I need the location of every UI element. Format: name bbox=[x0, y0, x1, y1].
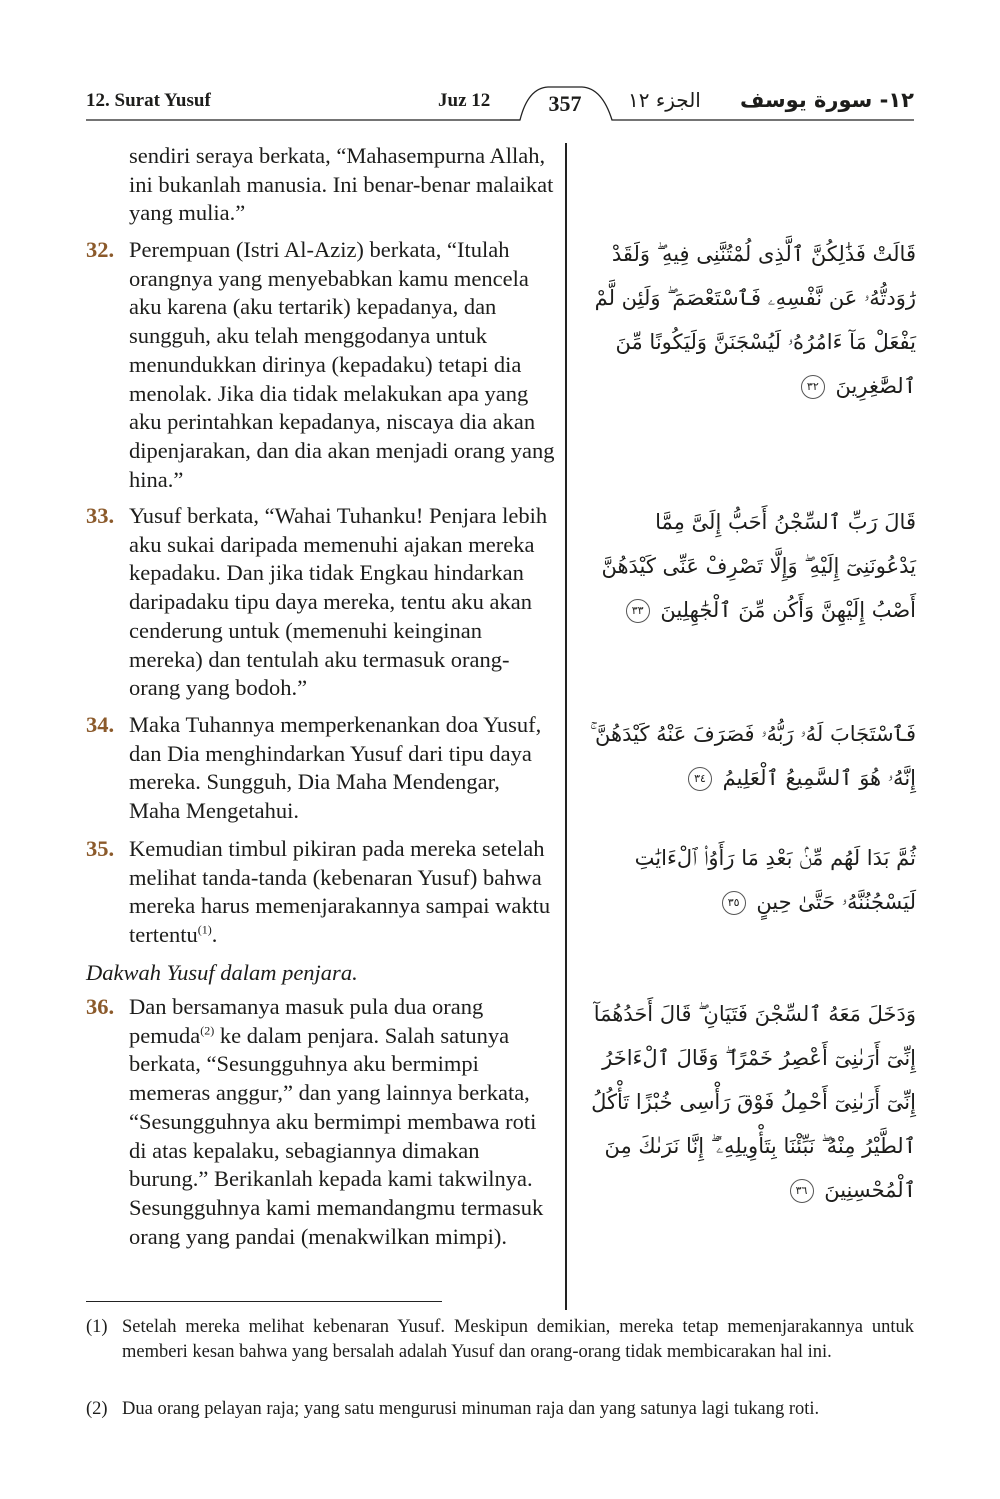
arabic-verse-34: فَٱسْتَجَابَ لَهُۥ رَبُّهُۥ فَصَرَفَ عَنْهُ كَيْدَهُنَّ ۚ إِنَّهُۥ هُوَ ٱلسَّمِيعُ ٱلْعَلِيمُ ٣٤ bbox=[589, 722, 916, 790]
verse-number: 33. bbox=[86, 503, 115, 528]
arabic-verse-32: قَالَتْ فَذَٰلِكُنَّ ٱلَّذِى لُمْتُنَّنِى فِيهِ ۖ وَلَقَدْ رَٰوَدتُّهُۥ عَن نَّفْسِهِۦ فَٱسْتَعْصَمَ ۖ وَلَئِن لَّمْ يَفْعَلْ مَآ ءَامُرُهُۥ لَيُسْجَنَنَّ وَلَيَكُونًا مِّنَ ٱلصَّٰغِرِينَ ٣٢ bbox=[594, 242, 916, 398]
verse-text: Dan bersamanya masuk pula dua orang pemuda bbox=[129, 994, 484, 1048]
verse-32 bbox=[86, 236, 556, 494]
verse-36: 36. Dan bersamanya masuk pula dua orang pemuda$^{(2)}$ ke dalam penjara. Salah satunya berkata, “Sesungguhnya aku bermimpi memeras anggur,” dan yang lainnya berkata, “Sesungguhnya aku bermimpi membawa roti di atas kepalaku, sebagiannya dimakan burung.” Berikanlah kepada kami takwilnya. Sesungguhnya kami memandangmu termasuk orang yang pandai (menakwilkan mimpi). bbox=[86, 994, 544, 1249]
arabic-verse-36: وَدَخَلَ مَعَهُ ٱلسِّجْنَ فَتَيَانِ ۖ قَالَ أَحَدُهُمَآ إِنِّىٓ أَرَىٰنِىٓ أَعْصِرُ خَمْرًا ۖ وَقَالَ ٱلْءَاخَرُ إِنِّىٓ أَرَىٰنِىٓ أَحْمِلُ فَوْقَ رَأْسِى خُبْزًا تَأْكُلُ ٱلطَّيْرُ مِنْهُ ۖ نَبِّئْنَا بِتَأْوِيلِهِۦٓ ۖ إِنَّا نَرَىٰكَ مِنَ ٱلْمُحْسِنِينَ ٣٦ bbox=[591, 1002, 916, 1202]
footnote-number: (1) bbox=[86, 1317, 108, 1337]
section-heading: Dakwah Yusuf dalam penjara. bbox=[86, 960, 358, 985]
ayah-end-marker: ٣٢ bbox=[801, 375, 825, 399]
ayah-end-marker: ٣٦ bbox=[790, 1179, 814, 1203]
arabic-verse-33: قَالَ رَبِّ ٱلسِّجْنُ أَحَبُّ إِلَىَّ مِمَّا يَدْعُونَنِىٓ إِلَيْهِ ۖ وَإِلَّا تَصْرِفْ عَنِّى كَيْدَهُنَّ أَصْبُ إِلَيْهِنَّ وَأَكُن مِّنَ ٱلْجَٰهِلِينَ ٣٣ bbox=[601, 510, 916, 622]
verse-text: Maka Tuhannya memperkenankan doa Yusuf, dan Dia menghindarkan Yusuf dari tipu daya mereka. Sungguh, Dia Maha Mendengar, Maha Mengetahui. bbox=[129, 712, 542, 824]
verse-34 bbox=[86, 711, 556, 826]
footnote-rule bbox=[86, 1301, 442, 1302]
ayah-end-marker: ٣٥ bbox=[722, 891, 746, 915]
juz-label-arabic: الجزء ١٢ bbox=[628, 88, 701, 112]
footnote-ref-1: (1) bbox=[197, 922, 212, 937]
verse-31-continuation bbox=[86, 142, 556, 228]
page-number: 357 bbox=[548, 91, 582, 116]
arabic-verse-35: ثُمَّ بَدَا لَهُم مِّنۢ بَعْدِ مَا رَأَوُا۟ ٱلْءَايَٰتِ لَيَسْجُنُنَّهُۥ حَتَّىٰ حِينٍ ٣٥ bbox=[634, 846, 916, 914]
surah-title-arabic: ١٢- سورة يوسف bbox=[740, 88, 914, 112]
footnote-number: (2) bbox=[86, 1399, 108, 1419]
footnote-1 bbox=[86, 1315, 914, 1364]
footnote-2 bbox=[86, 1397, 914, 1422]
footnote-text: Dua orang pelayan raja; yang satu mengurusi minuman raja dan yang satunya lagi tukang roti. bbox=[122, 1399, 820, 1419]
ayah-end-marker: ٣٣ bbox=[626, 599, 650, 623]
ayah-end-marker: ٣٤ bbox=[688, 767, 712, 791]
verse-35: 35. Kemudian timbul pikiran pada mereka setelah melihat tanda-tanda (kebenaran Yusuf) bahwa mereka harus memenjarakannya sampai waktu tertentu$^{(1)}$. bbox=[86, 836, 551, 948]
verse-text: Kemudian timbul pikiran pada mereka setelah melihat tanda-tanda (kebenaran Yusuf) bahwa mereka harus memenjarakannya sampai waktu tertentu bbox=[129, 836, 551, 948]
verse-number: 34. bbox=[86, 712, 115, 737]
verse-number: 32. bbox=[86, 237, 115, 262]
verse-number: 35. bbox=[86, 836, 115, 861]
verse-text: Yusuf berkata, “Wahai Tuhanku! Penjara lebih aku sukai daripada memenuhi ajakan mereka kepadaku. Dan jika tidak Engkau hindarkan daripadaku tipu daya mereka, tentu aku akan cenderung untuk (memenuhi keinginan mereka) dan tentulah aku termasuk orang-orang yang bodoh.” bbox=[129, 503, 548, 701]
footnote-ref-2: (2) bbox=[200, 1023, 215, 1038]
verse-text: sendiri seraya berkata, “Mahasempurna Allah, ini bukanlah manusia. Ini benar-benar malaikat yang mulia.” bbox=[129, 143, 554, 226]
column-divider bbox=[565, 143, 567, 1310]
footnote-text: Setelah mereka melihat kebenaran Yusuf. Meskipun demikian, mereka tetap memenjarakannya untuk memberi kesan bahwa yang bersalah adalah Yusuf dan orang-orang tidak membicarakan hal ini. bbox=[122, 1317, 914, 1362]
juz-label-latin: Juz 12 bbox=[438, 90, 491, 111]
verse-33 bbox=[86, 502, 556, 703]
surah-title-latin: 12. Surat Yusuf bbox=[86, 90, 211, 111]
verse-number: 36. bbox=[86, 994, 115, 1019]
verse-text: Perempuan (Istri Al-Aziz) berkata, “Itulah orangnya yang menyebabkan kamu mencela aku karena (aku tertarik) kepadanya, dan sungguh, aku telah menggodanya untuk menundukkan dirinya (kepadaku) tetapi dia menolak. Jika dia tidak melakukan apa yang aku perintahkan kepadanya, niscaya dia akan dipenjarakan, dan dia akan menjadi orang yang hina.” bbox=[129, 237, 555, 492]
